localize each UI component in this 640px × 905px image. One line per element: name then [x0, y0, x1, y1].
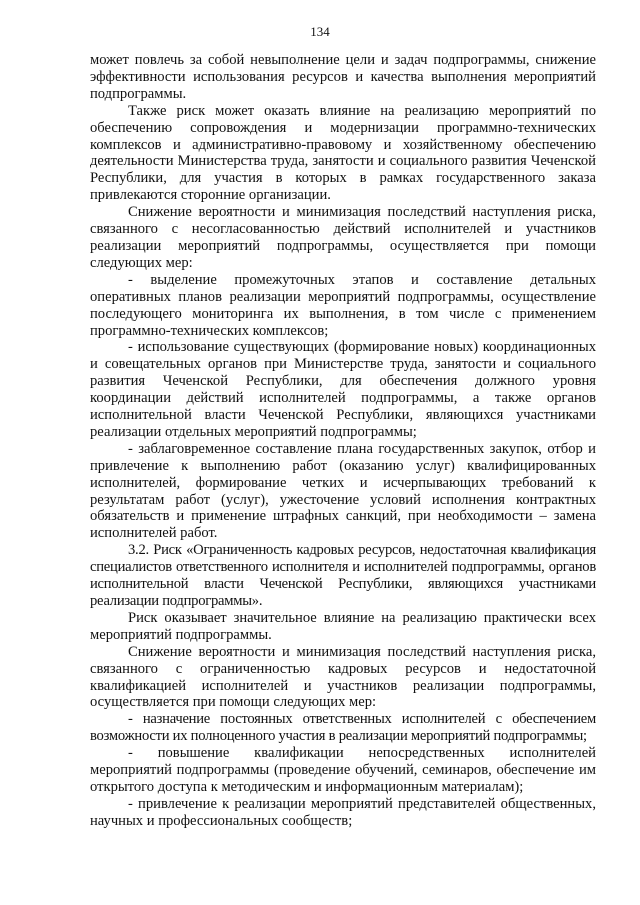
paragraph-1: может повлечь за собой невыполнение цели и задач подпрограммы, снижение эффективности использования ресурсов и качества выполнения мероприятий подпрограммы. [90, 52, 596, 102]
paragraph-3: Снижение вероятности и минимизация последствий наступления риска, связанного с несогласованностью действий исполнителей и участников реализации мероприятий подпрограммы, осуществляется при помощи следующих мер: [90, 204, 596, 271]
section-3-2-heading: 3.2. Риск «Ограниченность кадровых ресурсов, недостаточная квалификация специалистов ответственного исполнителя и исполнителей подпрограммы, органов исполнительной власти Чеченской Республики, являющихся участниками реализации подпрограммы». [90, 542, 596, 609]
page-number: 134 [310, 24, 330, 39]
list-item-1: - выделение промежуточных этапов и составление детальных оперативных планов реализации мероприятий подпрограммы, осуществление последующего мониторинга их выполнения, в том числе с применением программно-технических комплексов; [90, 271, 596, 339]
document-body [90, 52, 596, 830]
list-item-5: - повышение квалификации непосредственных исполнителей мероприятий подпрограммы (проведение обучений, семинаров, обеспечение им открытого доступа к методическим и информационным материалам); [90, 745, 596, 795]
paragraph-risk-impact: Риск оказывает значительное влияние на реализацию практически всех мероприятий подпрограммы. [90, 609, 596, 643]
list-item-4: - назначение постоянных ответственных исполнителей с обеспечением возможности их полноценного участия в реализации мероприятий подпрограммы; [90, 711, 596, 745]
list-item-6: - привлечение к реализации мероприятий представителей общественных, научных и профессиональных сообществ; [90, 795, 596, 829]
paragraph-2: Также риск может оказать влияние на реализацию мероприятий по обеспечению сопровождения и модернизации программно-технических комплексов и административно-правовому и хозяйственному обеспечению деятельности Министерства труда, занятости и социального развития Чеченской Республики, для участия в которых в рамках государственного заказа привлекаются сторонние организации. [90, 102, 596, 204]
list-item-2: - использование существующих (формирование новых) координационных и совещательных органов при Министерстве труда, занятости и социального развития Чеченской Республики, для обеспечения должного уровня координации действий исполнителей подпрограммы, а также органов исполнительной власти Чеченской Республики, являющихся участниками реализации отдельных мероприятий подпрограммы; [90, 339, 596, 440]
list-item-3: - заблаговременное составление плана государственных закупок, отбор и привлечение к выполнению работ (оказанию услуг) квалифицированных исполнителей, формирование четких и исчерпывающих требований к результатам работ (услуг), ужесточение условий исполнения контрактных обязательств и применение штрафных санкций, при необходимости – замена исполнителей работ. [90, 440, 596, 542]
paragraph-risk-mitigation: Снижение вероятности и минимизация последствий наступления риска, связанного с ограниченностью кадровых ресурсов и недостаточной квалификацией исполнителей и участников реализации подпрограммы, осуществляется при помощи следующих мер: [90, 643, 596, 711]
